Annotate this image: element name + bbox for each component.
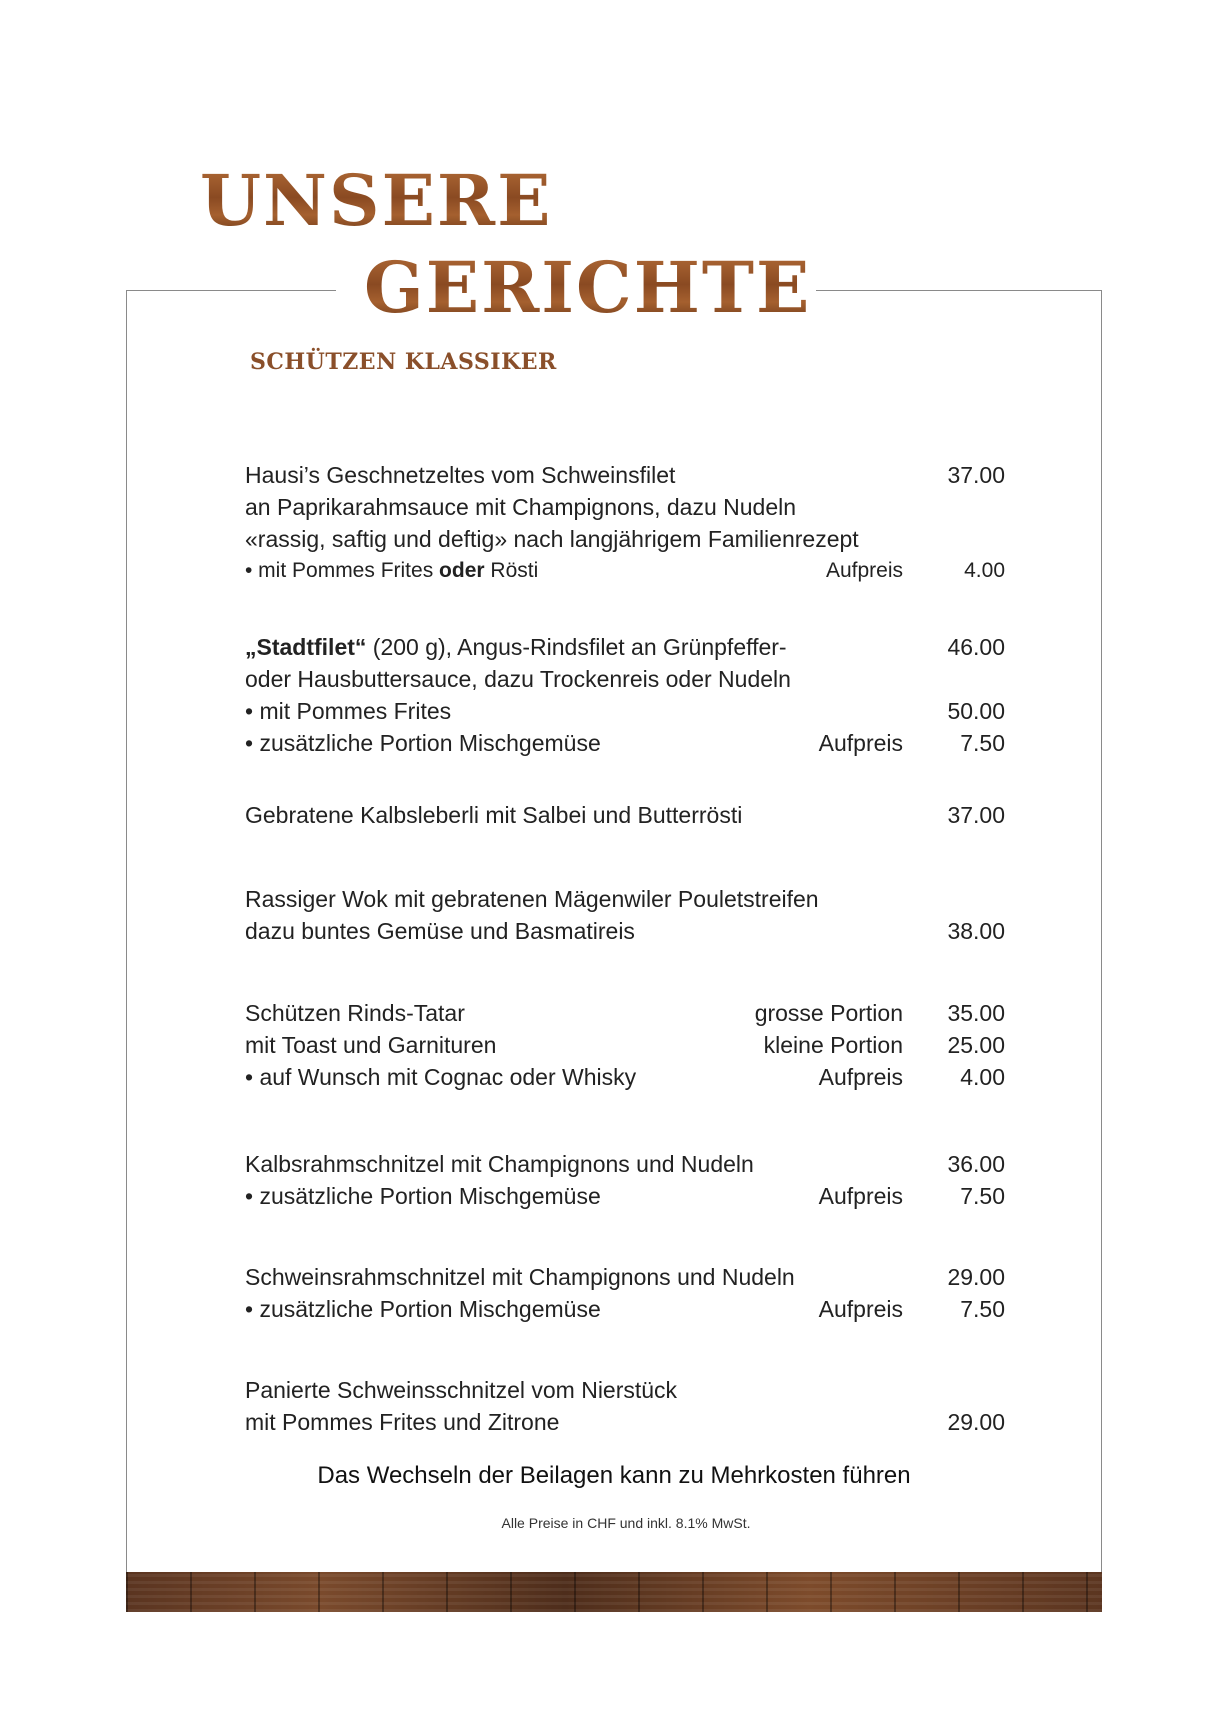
menu-line-price: 4.00 [964,559,1005,582]
section-subtitle: SCHÜTZEN KLASSIKER [250,349,557,375]
menu-line-label: grosse Portion [754,1000,903,1026]
menu-line [245,632,1005,662]
menu-line-price: 4.00 [960,1064,1005,1090]
menu-line [245,916,1005,946]
menu-line-text: Gebratene Kalbsleberli mit Salbei und Butterrösti [245,802,743,828]
menu-line-text: mit Pommes Frites und Zitrone [245,1409,560,1435]
menu-line [245,1262,1005,1292]
menu-line-text: «rassig, saftig und deftig» nach langjährigem Familienrezept [245,526,859,552]
menu-line [245,998,1005,1028]
page-title-line-1: UNSERE [200,159,553,242]
menu-line [245,492,1005,522]
menu-line-price: 7.50 [960,1296,1005,1322]
menu-line-price: 36.00 [947,1151,1005,1177]
menu-line-text-part: (200 g), Angus-Rindsfilet an Grünpfeffer- [366,634,787,660]
menu-line-text [245,556,538,586]
menu-line-price: 38.00 [947,918,1005,944]
menu-line [245,1407,1005,1437]
menu-line-price: 35.00 [947,1000,1005,1026]
menu-line-price: 37.00 [947,802,1005,828]
menu-line-price: 46.00 [947,634,1005,660]
menu-line [245,1149,1005,1179]
menu-line-text: oder Hausbuttersauce, dazu Trockenreis oder Nudeln [245,666,791,692]
menu-line [245,460,1005,490]
menu-line-text: • zusätzliche Portion Mischgemüse [245,1183,601,1209]
menu-line-text: Panierte Schweinsschnitzel vom Nierstück [245,1377,678,1403]
menu-line-text: Schützen Rinds-Tatar [245,1000,465,1026]
vat-note: Alle Preise in CHF und inkl. 8.1% MwSt. [501,1515,751,1531]
menu-line-price: 7.50 [960,1183,1005,1209]
menu-line-price: 7.50 [960,730,1005,756]
menu-line-label: Aufpreis [818,1183,903,1209]
menu-line [245,1294,1005,1324]
menu-line-text: mit Toast und Garnituren [245,1032,497,1058]
menu-line-label: Aufpreis [818,730,903,756]
menu-line [245,884,1005,914]
menu-line-label: kleine Portion [763,1032,903,1058]
wood-footer-strip [126,1572,1102,1612]
frame-top-rule-left [126,290,336,291]
menu-line-text: an Paprikarahmsauce mit Champignons, dazu Nudeln [245,494,797,520]
menu-line-price: 50.00 [947,698,1005,724]
frame-top-rule-right [816,290,1102,291]
menu-line-text-part: oder [439,559,485,582]
menu-line-text: • auf Wunsch mit Cognac oder Whisky [245,1064,637,1090]
menu-line [245,524,1005,554]
menu-line-label: Aufpreis [818,1296,903,1322]
menu-line-text [245,632,787,662]
menu-line-text: • zusätzliche Portion Mischgemüse [245,730,601,756]
menu-line [245,728,1005,758]
side-dish-note: Das Wechseln der Beilagen kann zu Mehrkosten führen [317,1462,911,1489]
menu-line [245,1030,1005,1060]
menu-line-text-part: „Stadtfilet“ [245,634,367,660]
page-title-line-2: GERICHTE [364,246,812,329]
menu-line [245,556,1005,586]
menu-line [245,800,1005,830]
menu-line-text: Rassiger Wok mit gebratenen Mägenwiler Pouletstreifen [245,886,819,912]
menu-line-price: 29.00 [947,1409,1005,1435]
menu-line-text: Kalbsrahmschnitzel mit Champignons und Nudeln [245,1151,754,1177]
menu-line [245,664,1005,694]
menu-line-text: Hausi’s Geschnetzeltes vom Schweinsfilet [245,462,676,488]
menu-line [245,1375,1005,1405]
menu-line-text-part: • mit Pommes Frites [245,559,440,582]
menu-line [245,1062,1005,1092]
menu-line-text: • mit Pommes Frites [245,698,452,724]
menu-line-text: dazu buntes Gemüse und Basmatireis [245,918,635,944]
menu-line-price: 37.00 [947,462,1005,488]
menu-line-text: Schweinsrahmschnitzel mit Champignons und Nudeln [245,1264,795,1290]
menu-line-label: Aufpreis [825,559,903,582]
menu-line [245,1181,1005,1211]
menu-line-label: Aufpreis [818,1064,903,1090]
menu-line-price: 25.00 [947,1032,1005,1058]
menu-line-price: 29.00 [947,1264,1005,1290]
menu-line-text: • zusätzliche Portion Mischgemüse [245,1296,601,1322]
footer-note-panel [437,1500,815,1572]
menu-line-text-part: Rösti [484,559,539,582]
menu-line [245,696,1005,726]
